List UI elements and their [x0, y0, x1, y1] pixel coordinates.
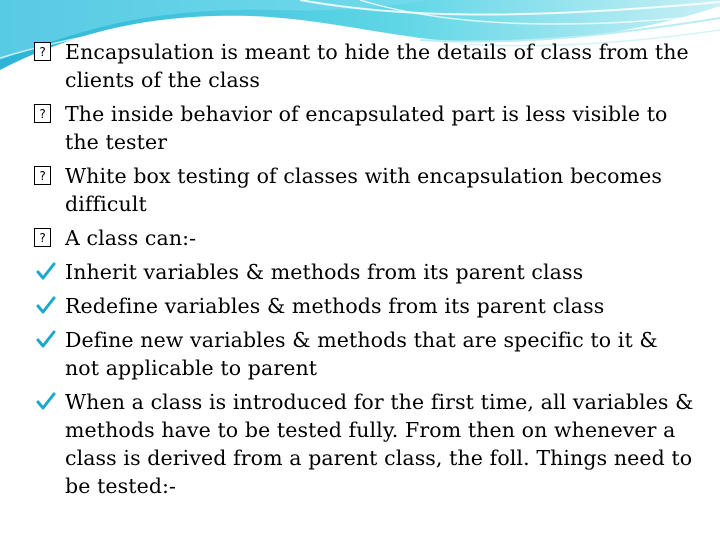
- checkmark-icon: [36, 391, 56, 411]
- list-item-text: White box testing of classes with encapsulation becomes difficult: [65, 164, 662, 216]
- list-item: [34, 162, 694, 218]
- missing-glyph-bullet-icon: [34, 228, 51, 247]
- checkmark-icon: [36, 295, 56, 315]
- list-item: [34, 100, 694, 156]
- list-item-text: The inside behavior of encapsulated part is less visible to the tester: [65, 102, 668, 154]
- list-item-text: Redefine variables & methods from its parent class: [65, 294, 605, 318]
- list-item: [34, 292, 694, 320]
- list-item-text: Encapsulation is meant to hide the details of class from the clients of the class: [65, 40, 689, 92]
- missing-glyph-bullet-icon: [34, 42, 51, 61]
- list-item-text: When a class is introduced for the first time, all variables & methods have to be tested fully. From then on whenever a class is derived from a parent class, the foll. Things need to be tested:-: [65, 390, 694, 498]
- list-item-text: Inherit variables & methods from its parent class: [65, 260, 584, 284]
- list-item-text: Define new variables & methods that are specific to it & not applicable to parent: [65, 328, 658, 380]
- checkmark-icon: [36, 261, 56, 281]
- missing-glyph-bullet-icon: [34, 104, 51, 123]
- list-item-text: A class can:-: [65, 226, 197, 250]
- list-item: [34, 326, 694, 382]
- list-item: [34, 388, 694, 500]
- list-item: [34, 258, 694, 286]
- bullet-list: [34, 38, 694, 506]
- checkmark-icon: [36, 329, 56, 349]
- list-item: [34, 38, 694, 94]
- missing-glyph-bullet-icon: [34, 166, 51, 185]
- list-item: [34, 224, 694, 252]
